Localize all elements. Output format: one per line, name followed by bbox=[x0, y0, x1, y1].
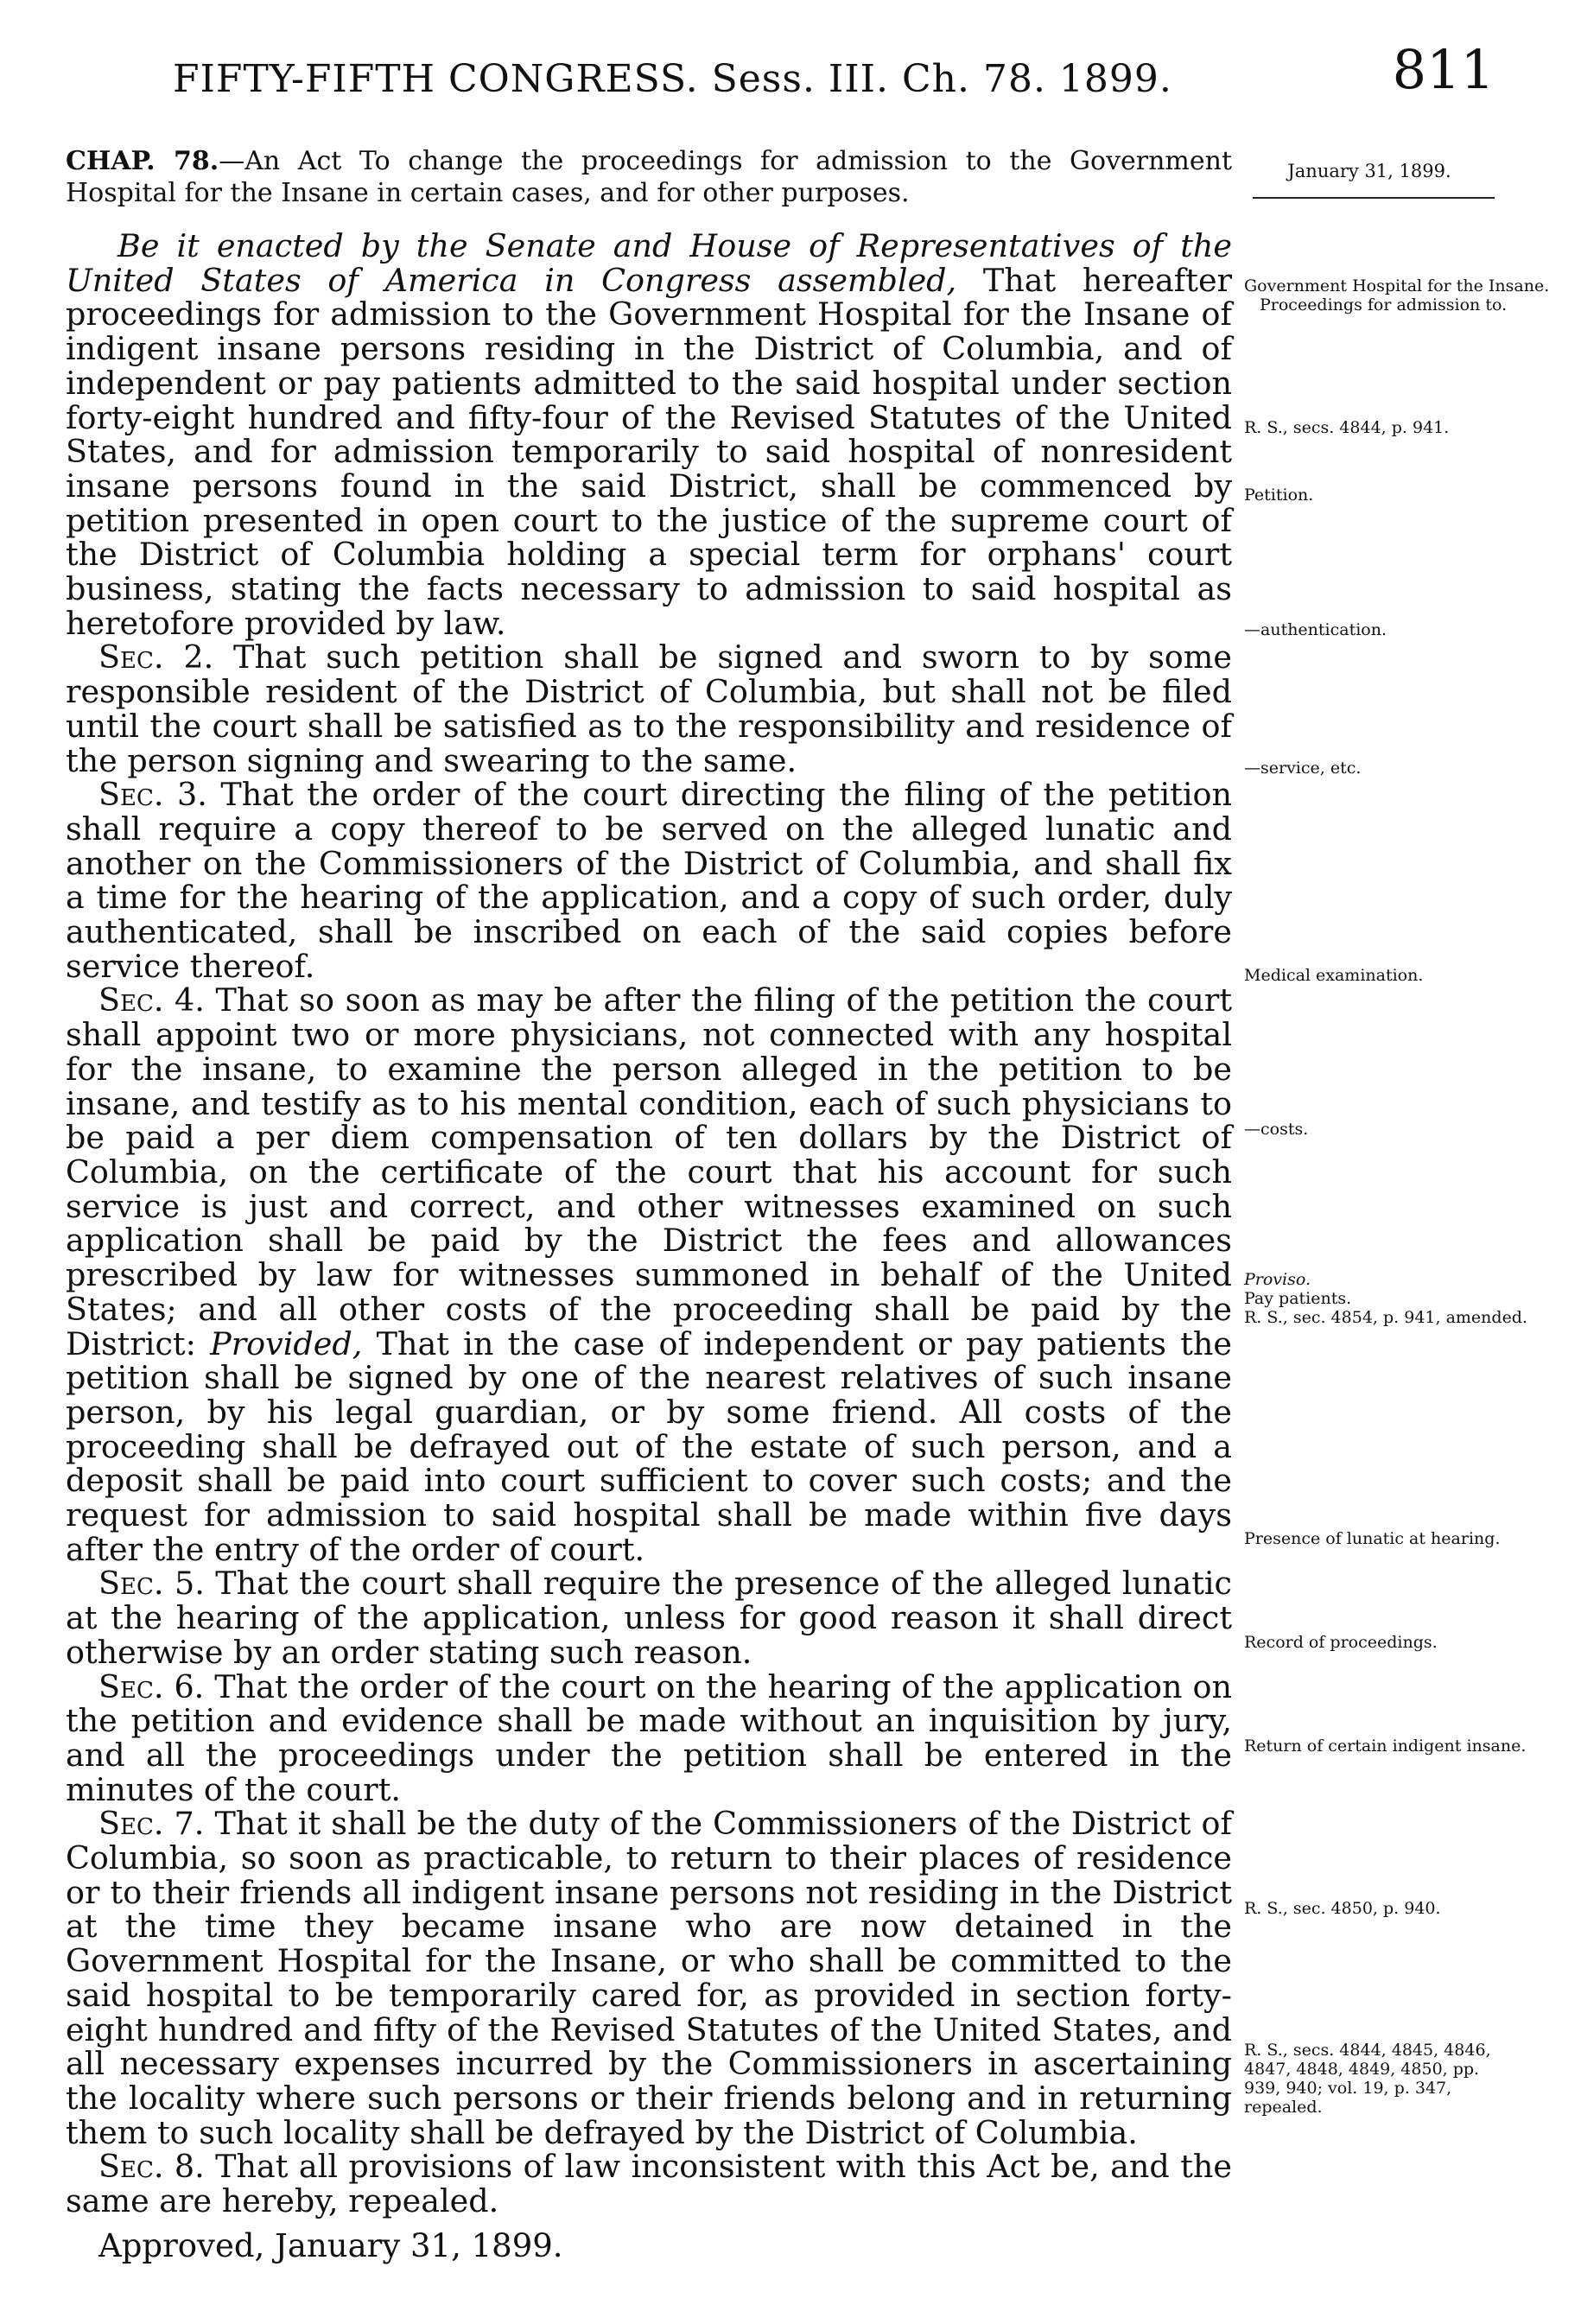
margin-note-line: R. S., sec. 4850, p. 940. bbox=[1244, 1899, 1441, 1918]
page-number: 811 bbox=[1392, 38, 1495, 101]
margin-note-line: Presence of lunatic at hearing. bbox=[1244, 1529, 1501, 1548]
enacting-clause bbox=[66, 229, 1232, 640]
date-rule bbox=[1253, 197, 1495, 199]
statute-text-column bbox=[66, 145, 1232, 2264]
section-text: That the order of the court on the hearing of the application on the petition and evidence shall be made without an inquisition by jury, and all the proceedings under the petition shall be entered in the minutes of the court. bbox=[66, 1667, 1232, 1808]
chapter-heading bbox=[66, 145, 1232, 209]
margin-note-repealed bbox=[1244, 2041, 1495, 2117]
margin-note-presence bbox=[1244, 1529, 1501, 1548]
section-text: That such petition shall be signed and sworn to by some responsible resident of the District of Columbia, but shall not be filed until the court shall be satisfied as to the responsibility and residence of the person signing and swearing to the same. bbox=[66, 638, 1232, 779]
section-text: That so soon as may be after the filing of the petition the court shall appoint two or more physicians, not connected with any hospital for the insane, to examine the person alleged in the petition to be insane, and testify as to his mental condition, each of such physicians to be paid a per diem compensation of ten dollars by the District of Columbia, on the certificate of the court that his account for such service is just and correct, and other witnesses examined on such application shall be paid by the District the fees and allowances prescribed by law for witnesses summoned in behalf of the United States; and all other costs of the proceeding shall be paid by the District: bbox=[66, 981, 1232, 1362]
section-text: That the order of the court directing the filing of the petition shall require a copy thereof to be served on the alleged lunatic and another on the Commissioners of the District of Columbia, and shall fix a time for the hearing of the application, and a copy of such order, duly authenticated, shall be inscribed on each of the said copies before service thereof. bbox=[66, 776, 1232, 985]
margin-note-line: Record of proceedings. bbox=[1244, 1633, 1438, 1652]
section-3 bbox=[66, 778, 1232, 983]
margin-note-line: —authentication. bbox=[1244, 620, 1387, 639]
enacting-text: That hereafter proceedings for admission to the Government Hospital for the Insane of indigent insane persons residing in the District of Columbia, and of independent or pay patients admitted to the said hospital under section forty-eight hundred and fifty-four of the Revised Statutes of the United States, and for admission temporarily to said hospital of nonresident insane persons found in the said District, shall be commenced by petition presented in open court to the justice of the supreme court of the District of Columbia holding a special term for orphans' court business, stating the facts necessary to admission to said hospital as heretofore provided by law. bbox=[66, 261, 1232, 642]
section-label: Sec. 8. bbox=[98, 2148, 205, 2186]
section-4 bbox=[66, 983, 1232, 1566]
header-title: FIFTY-FIFTH CONGRESS. Sess. III. Ch. 78. 1899. bbox=[173, 57, 1172, 101]
margin-note-record bbox=[1244, 1633, 1495, 1652]
margin-note-rs-4850 bbox=[1244, 1899, 1495, 1918]
margin-note-line: Pay patients. bbox=[1244, 1289, 1352, 1308]
margin-note-rs-4844 bbox=[1244, 418, 1495, 437]
running-header bbox=[173, 38, 1495, 116]
section-7 bbox=[66, 1806, 1232, 2149]
margin-note-service bbox=[1244, 759, 1495, 778]
section-2 bbox=[66, 640, 1232, 778]
enacting-formula: Be it enacted by the Senate and House of Representatives of the United States of America in Congress assembled, bbox=[66, 227, 1232, 299]
margin-note-line: —service, etc. bbox=[1244, 759, 1362, 778]
section-5 bbox=[66, 1566, 1232, 1669]
margin-note-government-hospital bbox=[1244, 276, 1550, 314]
margin-notes-column bbox=[1244, 145, 1550, 2253]
margin-note-proviso-title: Proviso. bbox=[1244, 1270, 1311, 1289]
section-8 bbox=[66, 2149, 1232, 2218]
section-label: Sec. 5. bbox=[98, 1565, 205, 1603]
margin-note-costs bbox=[1244, 1120, 1495, 1139]
section-text-after-proviso: That in the case of independent or pay patients the petition shall be signed by one of the nearest relatives of such insane person, by his legal guardian, or by some friend. All costs of the proceeding shall be defrayed out of the estate of such person, and a deposit shall be paid into court sufficient to cover such costs; and the request for admission to said hospital shall be made within five days after the entry of the order of court. bbox=[66, 1324, 1232, 1568]
section-label: Sec. 2. bbox=[98, 638, 214, 676]
proviso-word: Provided, bbox=[210, 1324, 363, 1362]
section-text: That all provisions of law inconsistent with this Act be, and the same are hereby, repealed. bbox=[66, 2148, 1232, 2220]
margin-note-line: Proceedings for admission to. bbox=[1260, 295, 1508, 314]
section-text: That the court shall require the presence of the alleged lunatic at the hearing of the application, unless for good reason it shall direct otherwise by an order stating such reason. bbox=[66, 1565, 1232, 1671]
approval-date-note: January 31, 1899. bbox=[1287, 161, 1451, 181]
margin-note-return bbox=[1244, 1737, 1527, 1756]
section-text: That it shall be the duty of the Commissioners of the District of Columbia, so soon as practicable, to return to their places of residence or to their friends all indigent insane persons not residing in the District at the time they became insane who are now detained in the Government Hospital for the Insane, or who shall be committed to the said hospital to be temporarily cared for, as provided in section forty-eight hundred and fifty of the Revised Statutes of the United States, and all necessary expenses incurred by the Commissioners in ascertaining the locality where such persons or their friends belong and in returning them to such locality shall be defrayed by the District of Columbia. bbox=[66, 1805, 1232, 2151]
margin-note-medical-examination bbox=[1244, 966, 1495, 985]
margin-note-line: R. S., secs. 4844, p. 941. bbox=[1244, 418, 1450, 437]
margin-note-line: R. S., sec. 4854, p. 941, amended. bbox=[1244, 1308, 1528, 1327]
section-label: Sec. 4. bbox=[98, 981, 205, 1019]
margin-note-line: Government Hospital for the Insane. bbox=[1244, 276, 1550, 295]
margin-note-line: R. S., secs. 4844, 4845, 4846, 4847, 4848, 4849, 4850, pp. 939, 940; vol. 19, p. 347, repealed. bbox=[1244, 2041, 1491, 2117]
margin-note-line: Return of certain indigent insane. bbox=[1244, 1737, 1527, 1756]
margin-note-proviso bbox=[1244, 1270, 1528, 1327]
section-label: Sec. 6. bbox=[98, 1667, 205, 1705]
margin-note-authentication bbox=[1244, 620, 1495, 639]
approval-line: Approved, January 31, 1899. bbox=[98, 2226, 563, 2264]
chapter-title: —An Act To change the proceedings for admission to the Government Hospital for the Insane in certain cases, and for other purposes. bbox=[66, 146, 1233, 208]
margin-note-line: Petition. bbox=[1244, 486, 1314, 505]
section-label: Sec. 7. bbox=[98, 1805, 205, 1843]
margin-note-line: Medical examination. bbox=[1244, 966, 1424, 985]
section-label: Sec. 3. bbox=[98, 776, 207, 814]
margin-note-petition bbox=[1244, 486, 1495, 505]
section-6 bbox=[66, 1667, 1232, 1808]
margin-note-line: —costs. bbox=[1244, 1120, 1309, 1139]
chapter-label: CHAP. 78. bbox=[66, 146, 219, 176]
